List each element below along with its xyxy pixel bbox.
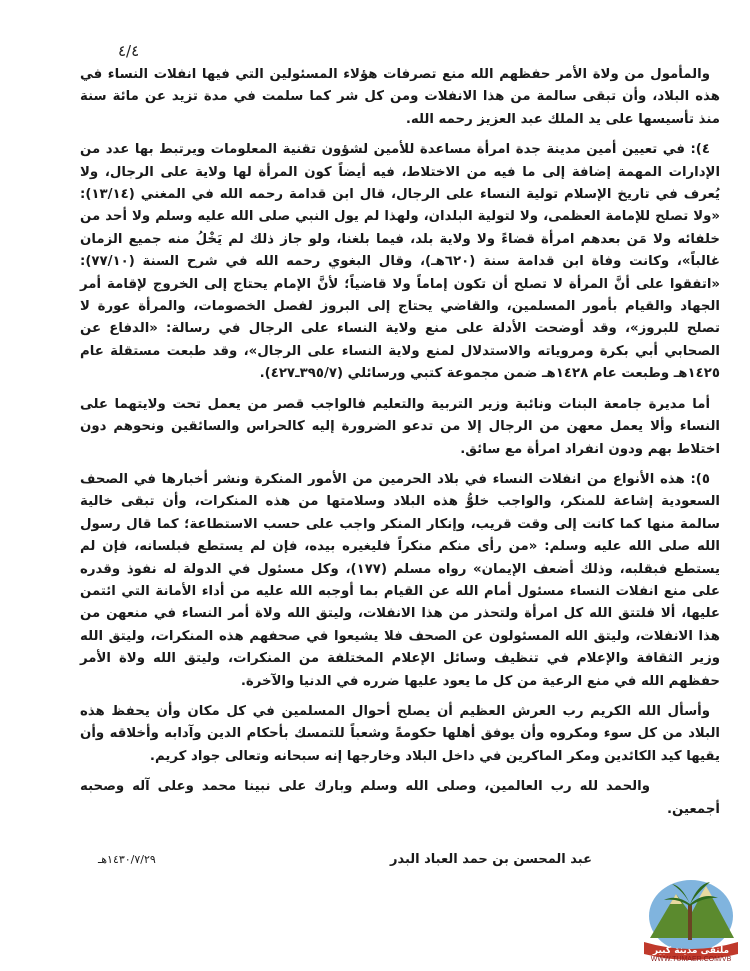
page-number: ٤/٤ [118, 42, 140, 60]
svg-text:ملتقى مدينة كبير: ملتقى مدينة كبير [652, 946, 730, 956]
watermark-url: WWW.TUMAER.COM/VB [650, 956, 732, 963]
signature-row [80, 852, 720, 867]
signature-name: عبد المحسن بن حمد العباد البدر [389, 852, 592, 867]
paragraph-2: ٤): في تعيين أمين مدينة جدة امرأة مساعدة للأمين لشؤون تقنية المعلومات ويرتبط بها عدد من الإدارات المهمة إضافة إلى ما فيه من الاختلاط، فيه أيضاً كون المرأة لها ولاية على الرجال، ولا يُعرف في تاريخ الإسلام تولية النساء على الرجال، قال ابن قدامة رحمه الله في المغني (١٣/١٤): «ولا تصلح للإمامة العظمى، ولا لتولية البلدان، ولهذا لم يول النبي صلى الله عليه وسلم ولا أحد من خلفائه ولا مَن بعدهم امرأة قضاءً ولا ولاية بلد، فيما بلغنا، ولو جاز ذلك لم يَخْلُ منه جميع الزمان غالباً»، وكانت وفاة ابن قدامة سنة (٦٢٠هـ)، وقال البغوي رحمه الله في شرح السنة (٧٧/١٠): «اتفقوا على أنَّ المرأة لا تصلح أن تكون إماماً ولا قاضياً؛ لأنَّ الإمام يحتاج إلى الخروج لإقامة أمر الجهاد والقيام بأمور المسلمين، والقاضي يحتاج إلى البروز لفصل الخصومات، والمرأة عورة لا تصلح للبروز»، وقد أوضحت الأدلة على منع ولاية النساء على الرجال في رسالة: «الدفاع عن الصحابي أبي بكرة ومروياته والاستدلال لمنع ولاية النساء على الرجال»، وقد طبعت مستقلة عام ١٤٢٥هـ وطبعت عام ١٤٢٨هـ ضمن مجموعة كتبي ورسائلي (٣٩٥/٧ـ٤٢٧). [80, 142, 720, 382]
closing-praise: والحمد لله رب العالمين، وصلى الله وسلم وبارك على نبينا محمد وعلى آله وصحبه أجمعين. [80, 779, 720, 817]
document-body [80, 64, 720, 829]
paragraph-5: وأسأل الله الكريم رب العرش العظيم أن يصلح أحوال المسلمين في كل مكان وأن يحفظ هذه البلاد من كل سوء ومكروه وأن يوفق أهلها حكومةً وشعباً للتمسك بأحكام الدين وآدابه وأخلاقه وأن يقيها كيد الكائدين ومكر الماكرين في داخل البلاد وخارجها إنه سبحانه وتعالى جواد كريم. [80, 703, 720, 764]
signature-date: ١٤٣٠/٧/٢٩هـ [98, 853, 156, 866]
palm-mountain-logo-icon [636, 864, 746, 964]
paragraph-4: ٥): هذه الأنواع من انفلات النساء في بلاد الحرمين من الأمور المنكرة ونشر أخبارها في الصحف السعودية إشاعة للمنكر، والواجب خلوُّ هذه البلاد وسلامتها من هذه المنكرات، وأن تبقى خالية سالمة منها كما كانت إلى وقت قريب، وإنكار المنكر واجب على حسب الاستطاعة؛ كما قال رسول الله صلى الله عليه وسلم: «من رأى منكم منكراً فليغيره بيده، فإن لم يستطع فبلسانه، فإن لم يستطع فبقلبه، وذلك أضعف الإيمان» رواه مسلم (١٧٧)، وكل مسئول في الدولة له نفوذ وقدره على منع انفلات النساء مسئول أمام الله عن القيام بما أوجبه الله عليه من أداء الأمانة التي ائتمن عليها، ألا فلتتق الله كل امرأة ولتحذر من هذا الانفلات، وليتق الله ولاة أمر النساء في منعهن من هذا الانفلات، وليتق الله المسئولون عن الصحف فلا يشيعوا في صحفهم هذه المنكرات، وليتق الله وزير الثقافة والإعلام في تنظيف وسائل الإعلام المختلفة من المنكرات، وليتق الله ولاة الأمر حفظهم الله في منع الرعية من كل ما يعود عليها ضرره في الدنيا والآخرة. [80, 471, 720, 689]
paragraph-3: أما مديرة جامعة البنات ونائبة وزير التربية والتعليم فالواجب قصر من يعمل تحت ولايتهما على النساء وألا يعمل معهن من الرجال إلا من تدعو الضرورة إليه كالحراس والسائقين ونحوهم دون اختلاط بهم ودون انفراد امرأة مع سائق. [80, 396, 720, 457]
watermark-logo [636, 864, 746, 964]
paragraph-1: والمأمول من ولاة الأمر حفظهم الله منع تصرفات هؤلاء المسئولين التي فيها انفلات النساء في هذه البلاد، وأن تبقى سالمة من هذا الانفلات ومن كل شر كما سلمت في مدة تزيد عن مائة سنة منذ تأسيسها على يد الملك عبد العزيز رحمه الله. [80, 67, 720, 127]
